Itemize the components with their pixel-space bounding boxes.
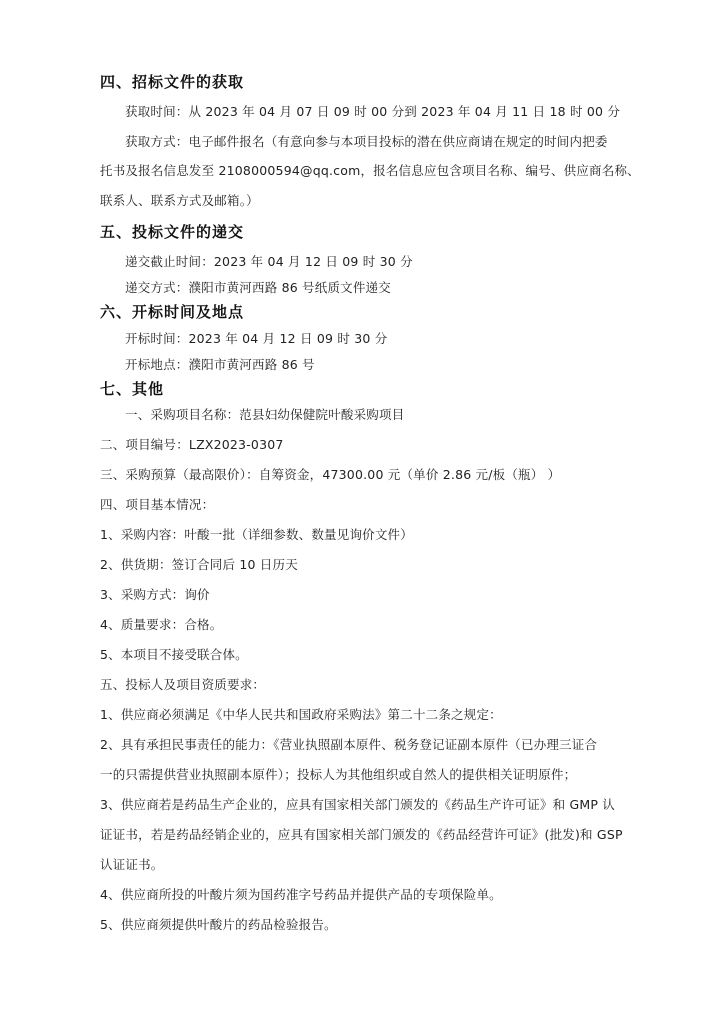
section-7-item: 二、项目编号：LZX2023-0307	[100, 437, 284, 452]
section-7-item: 4、供应商所投的叶酸片须为国药准字号药品并提供产品的专项保险单。	[100, 887, 502, 902]
section-7-item: 4、质量要求：合格。	[100, 617, 223, 632]
section-7-item: 1、供应商必须满足《中华人民共和国政府采购法》第二十二条之规定：	[100, 707, 502, 722]
section-6-time: 开标时间：2023 年 04 月 12 日 09 时 30 分	[125, 331, 388, 346]
section-7-item: 三、采购预算（最高限价）：自筹资金，47300.00 元（单价 2.86 元/板（瓶） ）	[100, 467, 561, 482]
section-7-item: 5、供应商须提供叶酸片的药品检验报告。	[100, 917, 337, 932]
section-5-place: 递交方式：濮阳市黄河西路 86 号纸质文件递交	[125, 280, 391, 295]
section-6-place: 开标地点：濮阳市黄河西路 86 号	[125, 357, 315, 372]
section-7-item: 2、供货期：签订合同后 10 日历天	[100, 557, 298, 572]
section-7-item: 3、采购方式：询价	[100, 587, 210, 602]
section-4-method-line-1: 获取方式：电子邮件报名（有意向参与本项目投标的潜在供应商请在规定的时间内把委	[125, 134, 608, 149]
section-7-item: 3、供应商若是药品生产企业的，应具有国家相关部门颁发的《药品生产许可证》和 GMP 认	[100, 797, 616, 812]
section-7-item: 5、本项目不接受联合体。	[100, 647, 248, 662]
section-7-item: 五、投标人及项目资质要求：	[100, 677, 266, 692]
section-6-heading: 六、开标时间及地点	[100, 303, 245, 321]
section-7-item: 证证书，若是药品经销企业的，应具有国家相关部门颁发的《药品经营许可证》(批发)和 GSP	[100, 827, 623, 842]
section-5-heading: 五、投标文件的递交	[100, 223, 245, 241]
section-4-heading: 四、招标文件的获取	[100, 73, 245, 91]
section-4-method-line-3: 联系人、联系方式及邮箱。）	[100, 193, 259, 208]
section-4-time: 获取时间：从 2023 年 04 月 07 日 09 时 00 分到 2023 年 04 月 11 日 18 时 00 分	[125, 104, 621, 119]
section-7-item: 一、采购项目名称：范县妇幼保健院叶酸采购项目	[125, 407, 405, 422]
section-7-item: 认证证书。	[100, 857, 164, 872]
section-7-item: 一的只需提供营业执照副本原件）；投标人为其他组织或自然人的提供相关证明原件；	[100, 767, 577, 782]
section-5-deadline: 递交截止时间：2023 年 04 月 12 日 09 时 30 分	[125, 254, 413, 269]
section-7-heading: 七、其他	[100, 380, 165, 398]
section-7-item: 2、具有承担民事责任的能力：《营业执照副本原件、税务登记证副本原件（已办理三证合	[100, 737, 598, 752]
section-4-method-line-2: 托书及报名信息发至 2108000594@qq.com，报名信息应包含项目名称、编号、供应商名称、	[100, 163, 640, 178]
section-7-item: 1、采购内容：叶酸一批（详细参数、数量见询价文件）	[100, 527, 413, 542]
section-7-item: 四、项目基本情况：	[100, 497, 215, 512]
